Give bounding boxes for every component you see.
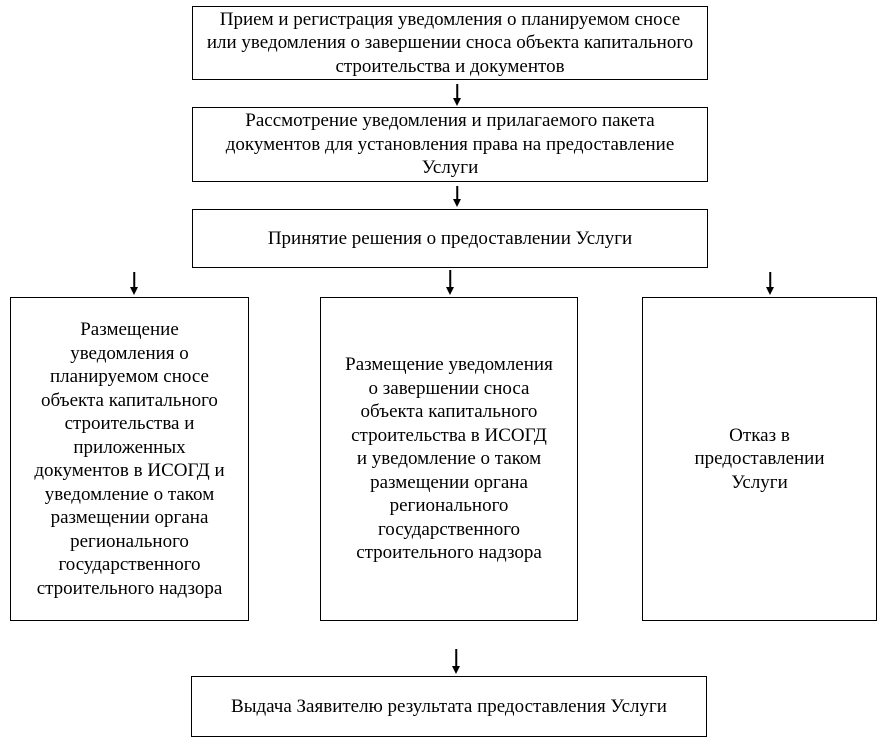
node-step1-label: Прием и регистрация уведомления о планируемом сносе или уведомления о завершении сноса объекта капитального строительства и документов bbox=[206, 8, 694, 77]
node-final-label: Выдача Заявителю результата предоставления Услуги bbox=[231, 695, 667, 717]
arrow-down-step1-to-step2-icon bbox=[449, 84, 465, 106]
node-branch-center-completed-demolition bbox=[320, 297, 578, 621]
arrow-head bbox=[452, 666, 460, 674]
node-branch-center-label: Размещение уведомления о завершении сноса объекта капитального строительства в ИСОГД и уведомление о таком размещении органа регионального государственного строительного надзора bbox=[345, 354, 553, 564]
arrow-head bbox=[130, 287, 138, 295]
arrow-stem bbox=[456, 84, 458, 99]
arrow-head bbox=[446, 287, 454, 295]
node-step1-intake bbox=[192, 6, 708, 80]
node-branch-left-planned-demolition bbox=[10, 297, 249, 621]
arrow-stem bbox=[455, 649, 457, 667]
arrow-stem bbox=[456, 186, 458, 200]
node-branch-right-refusal bbox=[642, 297, 877, 621]
node-branch-left-label: Размещение уведомления о планируемом сносе объекта капитального строительства и приложенных документов в ИСОГД и уведомление о таком размещении органа регионального государственного строительного надзора bbox=[34, 319, 225, 599]
arrow-head bbox=[453, 199, 461, 207]
arrow-down-to-branch-left-icon bbox=[126, 272, 142, 295]
node-final-result-delivery bbox=[191, 676, 707, 737]
arrow-down-to-final-icon bbox=[448, 649, 464, 674]
node-step2-review bbox=[192, 107, 708, 182]
arrow-head bbox=[453, 98, 461, 106]
node-step2-label: Рассмотрение уведомления и прилагаемого пакета документов для установления права на предоставление Услуги bbox=[225, 110, 675, 179]
arrow-stem bbox=[449, 270, 451, 288]
arrow-down-to-branch-center-icon bbox=[442, 270, 458, 295]
node-step3-decision bbox=[192, 209, 708, 268]
arrow-down-to-branch-right-icon bbox=[762, 272, 778, 295]
node-step3-label: Принятие решения о предоставлении Услуги bbox=[267, 227, 633, 249]
arrow-stem bbox=[133, 272, 135, 288]
arrow-stem bbox=[769, 272, 771, 288]
arrow-head bbox=[766, 287, 774, 295]
node-branch-right-label: Отказ в предоставлении Услуги bbox=[694, 424, 825, 493]
arrow-down-step2-to-step3-icon bbox=[449, 186, 465, 207]
